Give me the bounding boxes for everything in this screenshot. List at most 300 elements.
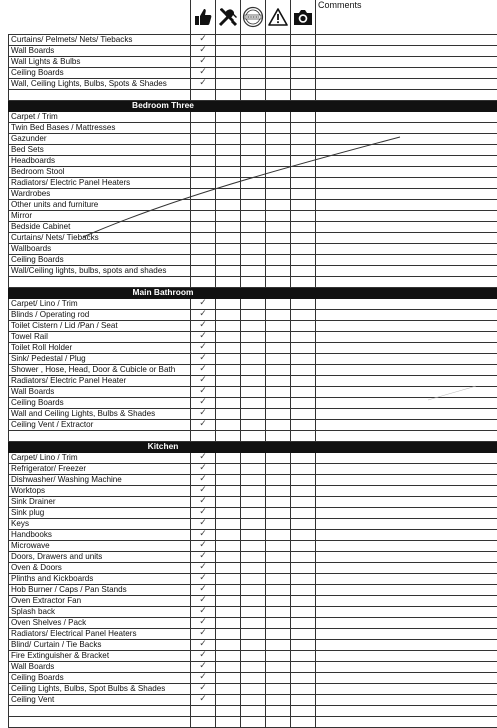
status-cell[interactable]: [291, 409, 316, 420]
check-mark[interactable]: ✓: [191, 409, 216, 420]
status-cell[interactable]: [291, 321, 316, 332]
status-cell[interactable]: [291, 35, 316, 46]
status-cell[interactable]: [216, 464, 241, 475]
status-cell[interactable]: [291, 530, 316, 541]
status-cell[interactable]: [241, 233, 266, 244]
status-cell[interactable]: [241, 398, 266, 409]
comment-cell[interactable]: [316, 651, 497, 662]
status-cell[interactable]: [266, 684, 291, 695]
status-cell[interactable]: [266, 156, 291, 167]
status-cell[interactable]: [266, 497, 291, 508]
status-cell[interactable]: [216, 123, 241, 134]
status-cell[interactable]: [216, 57, 241, 68]
status-cell[interactable]: [266, 618, 291, 629]
status-cell[interactable]: [291, 574, 316, 585]
comment-cell[interactable]: [316, 35, 497, 46]
status-cell[interactable]: [291, 552, 316, 563]
condition-cell[interactable]: [191, 222, 216, 233]
status-cell[interactable]: [291, 343, 316, 354]
status-cell[interactable]: [241, 46, 266, 57]
status-cell[interactable]: [241, 475, 266, 486]
comment-cell[interactable]: [316, 178, 497, 189]
status-cell[interactable]: [266, 35, 291, 46]
status-cell[interactable]: [216, 376, 241, 387]
status-cell[interactable]: [291, 651, 316, 662]
comment-cell[interactable]: [316, 255, 497, 266]
status-cell[interactable]: [266, 211, 291, 222]
status-cell[interactable]: [241, 200, 266, 211]
comment-cell[interactable]: [316, 354, 497, 365]
status-cell[interactable]: [216, 332, 241, 343]
condition-cell[interactable]: [191, 112, 216, 123]
status-cell[interactable]: [241, 464, 266, 475]
status-cell[interactable]: [266, 585, 291, 596]
status-cell[interactable]: [266, 255, 291, 266]
status-cell[interactable]: [266, 123, 291, 134]
status-cell[interactable]: [241, 211, 266, 222]
status-cell[interactable]: [216, 629, 241, 640]
status-cell[interactable]: [266, 57, 291, 68]
status-cell[interactable]: [266, 420, 291, 431]
comment-cell[interactable]: [316, 695, 497, 706]
comment-cell[interactable]: [316, 332, 497, 343]
status-cell[interactable]: [291, 398, 316, 409]
status-cell[interactable]: [291, 233, 316, 244]
status-cell[interactable]: [291, 541, 316, 552]
check-mark[interactable]: ✓: [191, 673, 216, 684]
status-cell[interactable]: [266, 552, 291, 563]
status-cell[interactable]: [216, 574, 241, 585]
check-mark[interactable]: ✓: [191, 332, 216, 343]
status-cell[interactable]: [266, 596, 291, 607]
status-cell[interactable]: [266, 79, 291, 90]
status-cell[interactable]: [291, 310, 316, 321]
comment-cell[interactable]: [316, 200, 497, 211]
status-cell[interactable]: [266, 310, 291, 321]
status-cell[interactable]: [241, 343, 266, 354]
status-cell[interactable]: [291, 365, 316, 376]
status-cell[interactable]: [241, 420, 266, 431]
status-cell[interactable]: [216, 156, 241, 167]
status-cell[interactable]: [241, 640, 266, 651]
status-cell[interactable]: [266, 46, 291, 57]
status-cell[interactable]: [241, 673, 266, 684]
condition-cell[interactable]: [191, 178, 216, 189]
status-cell[interactable]: [266, 475, 291, 486]
check-mark[interactable]: ✓: [191, 57, 216, 68]
status-cell[interactable]: [241, 222, 266, 233]
check-mark[interactable]: ✓: [191, 365, 216, 376]
comment-cell[interactable]: [316, 222, 497, 233]
status-cell[interactable]: [216, 255, 241, 266]
status-cell[interactable]: [266, 695, 291, 706]
status-cell[interactable]: [266, 486, 291, 497]
status-cell[interactable]: [216, 145, 241, 156]
status-cell[interactable]: [241, 167, 266, 178]
status-cell[interactable]: [216, 662, 241, 673]
status-cell[interactable]: [216, 211, 241, 222]
status-cell[interactable]: [216, 673, 241, 684]
check-mark[interactable]: ✓: [191, 354, 216, 365]
status-cell[interactable]: [291, 46, 316, 57]
status-cell[interactable]: [266, 387, 291, 398]
comment-cell[interactable]: [316, 530, 497, 541]
check-mark[interactable]: ✓: [191, 508, 216, 519]
comment-cell[interactable]: [316, 552, 497, 563]
status-cell[interactable]: [241, 189, 266, 200]
comment-cell[interactable]: [316, 497, 497, 508]
status-cell[interactable]: [291, 684, 316, 695]
comment-cell[interactable]: [316, 519, 497, 530]
status-cell[interactable]: [291, 167, 316, 178]
status-cell[interactable]: [291, 629, 316, 640]
status-cell[interactable]: [291, 662, 316, 673]
status-cell[interactable]: [266, 178, 291, 189]
comment-cell[interactable]: [316, 662, 497, 673]
status-cell[interactable]: [216, 453, 241, 464]
status-cell[interactable]: [291, 145, 316, 156]
status-cell[interactable]: [291, 420, 316, 431]
status-cell[interactable]: [216, 497, 241, 508]
comment-cell[interactable]: [316, 475, 497, 486]
status-cell[interactable]: [291, 112, 316, 123]
status-cell[interactable]: [266, 574, 291, 585]
status-cell[interactable]: [216, 541, 241, 552]
condition-cell[interactable]: [191, 156, 216, 167]
status-cell[interactable]: [216, 321, 241, 332]
check-mark[interactable]: ✓: [191, 563, 216, 574]
status-cell[interactable]: [216, 387, 241, 398]
status-cell[interactable]: [241, 618, 266, 629]
comment-cell[interactable]: [316, 68, 497, 79]
status-cell[interactable]: [266, 343, 291, 354]
check-mark[interactable]: ✓: [191, 607, 216, 618]
comment-cell[interactable]: [316, 398, 497, 409]
status-cell[interactable]: [266, 651, 291, 662]
status-cell[interactable]: [241, 563, 266, 574]
status-cell[interactable]: [241, 266, 266, 277]
comment-cell[interactable]: [316, 57, 497, 68]
comment-cell[interactable]: [316, 585, 497, 596]
comment-cell[interactable]: [316, 574, 497, 585]
status-cell[interactable]: [241, 574, 266, 585]
comment-cell[interactable]: [316, 508, 497, 519]
status-cell[interactable]: [266, 222, 291, 233]
status-cell[interactable]: [266, 266, 291, 277]
check-mark[interactable]: ✓: [191, 497, 216, 508]
status-cell[interactable]: [241, 596, 266, 607]
check-mark[interactable]: ✓: [191, 541, 216, 552]
status-cell[interactable]: [216, 684, 241, 695]
check-mark[interactable]: ✓: [191, 486, 216, 497]
status-cell[interactable]: [266, 200, 291, 211]
status-cell[interactable]: [291, 607, 316, 618]
status-cell[interactable]: [266, 563, 291, 574]
check-mark[interactable]: ✓: [191, 464, 216, 475]
comment-cell[interactable]: [316, 299, 497, 310]
status-cell[interactable]: [216, 189, 241, 200]
status-cell[interactable]: [241, 651, 266, 662]
status-cell[interactable]: [216, 222, 241, 233]
status-cell[interactable]: [291, 200, 316, 211]
status-cell[interactable]: [241, 387, 266, 398]
check-mark[interactable]: ✓: [191, 640, 216, 651]
status-cell[interactable]: [266, 530, 291, 541]
check-mark[interactable]: ✓: [191, 387, 216, 398]
status-cell[interactable]: [266, 112, 291, 123]
status-cell[interactable]: [266, 189, 291, 200]
check-mark[interactable]: ✓: [191, 398, 216, 409]
status-cell[interactable]: [241, 629, 266, 640]
status-cell[interactable]: [241, 178, 266, 189]
status-cell[interactable]: [266, 409, 291, 420]
status-cell[interactable]: [266, 607, 291, 618]
status-cell[interactable]: [266, 321, 291, 332]
comment-cell[interactable]: [316, 376, 497, 387]
check-mark[interactable]: ✓: [191, 596, 216, 607]
status-cell[interactable]: [291, 354, 316, 365]
condition-cell[interactable]: [191, 266, 216, 277]
check-mark[interactable]: ✓: [191, 574, 216, 585]
status-cell[interactable]: [291, 640, 316, 651]
status-cell[interactable]: [241, 607, 266, 618]
status-cell[interactable]: [241, 244, 266, 255]
status-cell[interactable]: [241, 695, 266, 706]
status-cell[interactable]: [291, 134, 316, 145]
condition-cell[interactable]: [191, 123, 216, 134]
comment-cell[interactable]: [316, 673, 497, 684]
status-cell[interactable]: [216, 398, 241, 409]
check-mark[interactable]: ✓: [191, 79, 216, 90]
status-cell[interactable]: [216, 299, 241, 310]
comment-cell[interactable]: [316, 387, 497, 398]
status-cell[interactable]: [266, 673, 291, 684]
status-cell[interactable]: [216, 200, 241, 211]
check-mark[interactable]: ✓: [191, 376, 216, 387]
comment-cell[interactable]: [316, 596, 497, 607]
status-cell[interactable]: [241, 541, 266, 552]
check-mark[interactable]: ✓: [191, 629, 216, 640]
status-cell[interactable]: [241, 79, 266, 90]
status-cell[interactable]: [291, 244, 316, 255]
status-cell[interactable]: [266, 233, 291, 244]
status-cell[interactable]: [291, 475, 316, 486]
check-mark[interactable]: ✓: [191, 662, 216, 673]
condition-cell[interactable]: [191, 244, 216, 255]
comment-cell[interactable]: [316, 79, 497, 90]
status-cell[interactable]: [216, 651, 241, 662]
comment-cell[interactable]: [316, 112, 497, 123]
check-mark[interactable]: ✓: [191, 519, 216, 530]
check-mark[interactable]: ✓: [191, 343, 216, 354]
status-cell[interactable]: [291, 211, 316, 222]
status-cell[interactable]: [291, 585, 316, 596]
comment-cell[interactable]: [316, 343, 497, 354]
status-cell[interactable]: [216, 618, 241, 629]
check-mark[interactable]: ✓: [191, 618, 216, 629]
status-cell[interactable]: [291, 68, 316, 79]
status-cell[interactable]: [241, 453, 266, 464]
status-cell[interactable]: [216, 35, 241, 46]
status-cell[interactable]: [266, 398, 291, 409]
status-cell[interactable]: [241, 68, 266, 79]
status-cell[interactable]: [216, 365, 241, 376]
status-cell[interactable]: [216, 354, 241, 365]
status-cell[interactable]: [291, 376, 316, 387]
status-cell[interactable]: [216, 68, 241, 79]
status-cell[interactable]: [216, 519, 241, 530]
status-cell[interactable]: [241, 519, 266, 530]
status-cell[interactable]: [266, 145, 291, 156]
status-cell[interactable]: [291, 123, 316, 134]
status-cell[interactable]: [241, 684, 266, 695]
status-cell[interactable]: [291, 497, 316, 508]
status-cell[interactable]: [291, 508, 316, 519]
status-cell[interactable]: [266, 519, 291, 530]
status-cell[interactable]: [291, 222, 316, 233]
condition-cell[interactable]: [191, 189, 216, 200]
comment-cell[interactable]: [316, 486, 497, 497]
status-cell[interactable]: [266, 453, 291, 464]
status-cell[interactable]: [241, 354, 266, 365]
status-cell[interactable]: [291, 387, 316, 398]
status-cell[interactable]: [216, 46, 241, 57]
status-cell[interactable]: [216, 640, 241, 651]
comment-cell[interactable]: [316, 464, 497, 475]
status-cell[interactable]: [241, 365, 266, 376]
status-cell[interactable]: [241, 409, 266, 420]
status-cell[interactable]: [216, 266, 241, 277]
status-cell[interactable]: [291, 596, 316, 607]
status-cell[interactable]: [216, 409, 241, 420]
comment-cell[interactable]: [316, 453, 497, 464]
status-cell[interactable]: [216, 596, 241, 607]
check-mark[interactable]: ✓: [191, 651, 216, 662]
check-mark[interactable]: ✓: [191, 46, 216, 57]
status-cell[interactable]: [241, 57, 266, 68]
status-cell[interactable]: [216, 310, 241, 321]
status-cell[interactable]: [216, 552, 241, 563]
check-mark[interactable]: ✓: [191, 453, 216, 464]
status-cell[interactable]: [266, 541, 291, 552]
comment-cell[interactable]: [316, 321, 497, 332]
status-cell[interactable]: [241, 662, 266, 673]
status-cell[interactable]: [216, 475, 241, 486]
status-cell[interactable]: [216, 233, 241, 244]
status-cell[interactable]: [266, 376, 291, 387]
status-cell[interactable]: [291, 178, 316, 189]
status-cell[interactable]: [216, 607, 241, 618]
status-cell[interactable]: [291, 695, 316, 706]
status-cell[interactable]: [291, 563, 316, 574]
status-cell[interactable]: [241, 35, 266, 46]
status-cell[interactable]: [241, 332, 266, 343]
status-cell[interactable]: [266, 134, 291, 145]
status-cell[interactable]: [291, 299, 316, 310]
status-cell[interactable]: [216, 134, 241, 145]
comment-cell[interactable]: [316, 310, 497, 321]
comment-cell[interactable]: [316, 211, 497, 222]
check-mark[interactable]: ✓: [191, 35, 216, 46]
status-cell[interactable]: [291, 57, 316, 68]
comment-cell[interactable]: [316, 607, 497, 618]
comment-cell[interactable]: [316, 420, 497, 431]
status-cell[interactable]: [291, 79, 316, 90]
status-cell[interactable]: [291, 189, 316, 200]
status-cell[interactable]: [216, 486, 241, 497]
status-cell[interactable]: [266, 640, 291, 651]
check-mark[interactable]: ✓: [191, 585, 216, 596]
status-cell[interactable]: [216, 695, 241, 706]
check-mark[interactable]: ✓: [191, 552, 216, 563]
status-cell[interactable]: [216, 112, 241, 123]
status-cell[interactable]: [291, 673, 316, 684]
comment-cell[interactable]: [316, 134, 497, 145]
condition-cell[interactable]: [191, 255, 216, 266]
status-cell[interactable]: [291, 519, 316, 530]
status-cell[interactable]: [216, 178, 241, 189]
check-mark[interactable]: ✓: [191, 321, 216, 332]
status-cell[interactable]: [241, 585, 266, 596]
comment-cell[interactable]: [316, 618, 497, 629]
comment-cell[interactable]: [316, 145, 497, 156]
condition-cell[interactable]: [191, 200, 216, 211]
status-cell[interactable]: [241, 508, 266, 519]
comment-cell[interactable]: [316, 365, 497, 376]
check-mark[interactable]: ✓: [191, 310, 216, 321]
status-cell[interactable]: [241, 299, 266, 310]
status-cell[interactable]: [241, 156, 266, 167]
status-cell[interactable]: [216, 167, 241, 178]
status-cell[interactable]: [266, 167, 291, 178]
check-mark[interactable]: ✓: [191, 420, 216, 431]
status-cell[interactable]: [266, 464, 291, 475]
condition-cell[interactable]: [191, 145, 216, 156]
status-cell[interactable]: [241, 497, 266, 508]
status-cell[interactable]: [291, 266, 316, 277]
status-cell[interactable]: [266, 629, 291, 640]
status-cell[interactable]: [241, 552, 266, 563]
status-cell[interactable]: [291, 486, 316, 497]
comment-cell[interactable]: [316, 640, 497, 651]
status-cell[interactable]: [291, 332, 316, 343]
status-cell[interactable]: [216, 420, 241, 431]
status-cell[interactable]: [291, 464, 316, 475]
status-cell[interactable]: [241, 255, 266, 266]
condition-cell[interactable]: [191, 211, 216, 222]
comment-cell[interactable]: [316, 409, 497, 420]
status-cell[interactable]: [266, 244, 291, 255]
check-mark[interactable]: ✓: [191, 684, 216, 695]
status-cell[interactable]: [291, 618, 316, 629]
status-cell[interactable]: [266, 365, 291, 376]
status-cell[interactable]: [241, 530, 266, 541]
status-cell[interactable]: [266, 68, 291, 79]
status-cell[interactable]: [291, 255, 316, 266]
status-cell[interactable]: [291, 156, 316, 167]
comment-cell[interactable]: [316, 244, 497, 255]
status-cell[interactable]: [241, 310, 266, 321]
comment-cell[interactable]: [316, 541, 497, 552]
check-mark[interactable]: ✓: [191, 475, 216, 486]
comment-cell[interactable]: [316, 684, 497, 695]
comment-cell[interactable]: [316, 189, 497, 200]
status-cell[interactable]: [266, 662, 291, 673]
comment-cell[interactable]: [316, 266, 497, 277]
status-cell[interactable]: [216, 343, 241, 354]
condition-cell[interactable]: [191, 167, 216, 178]
status-cell[interactable]: [266, 508, 291, 519]
